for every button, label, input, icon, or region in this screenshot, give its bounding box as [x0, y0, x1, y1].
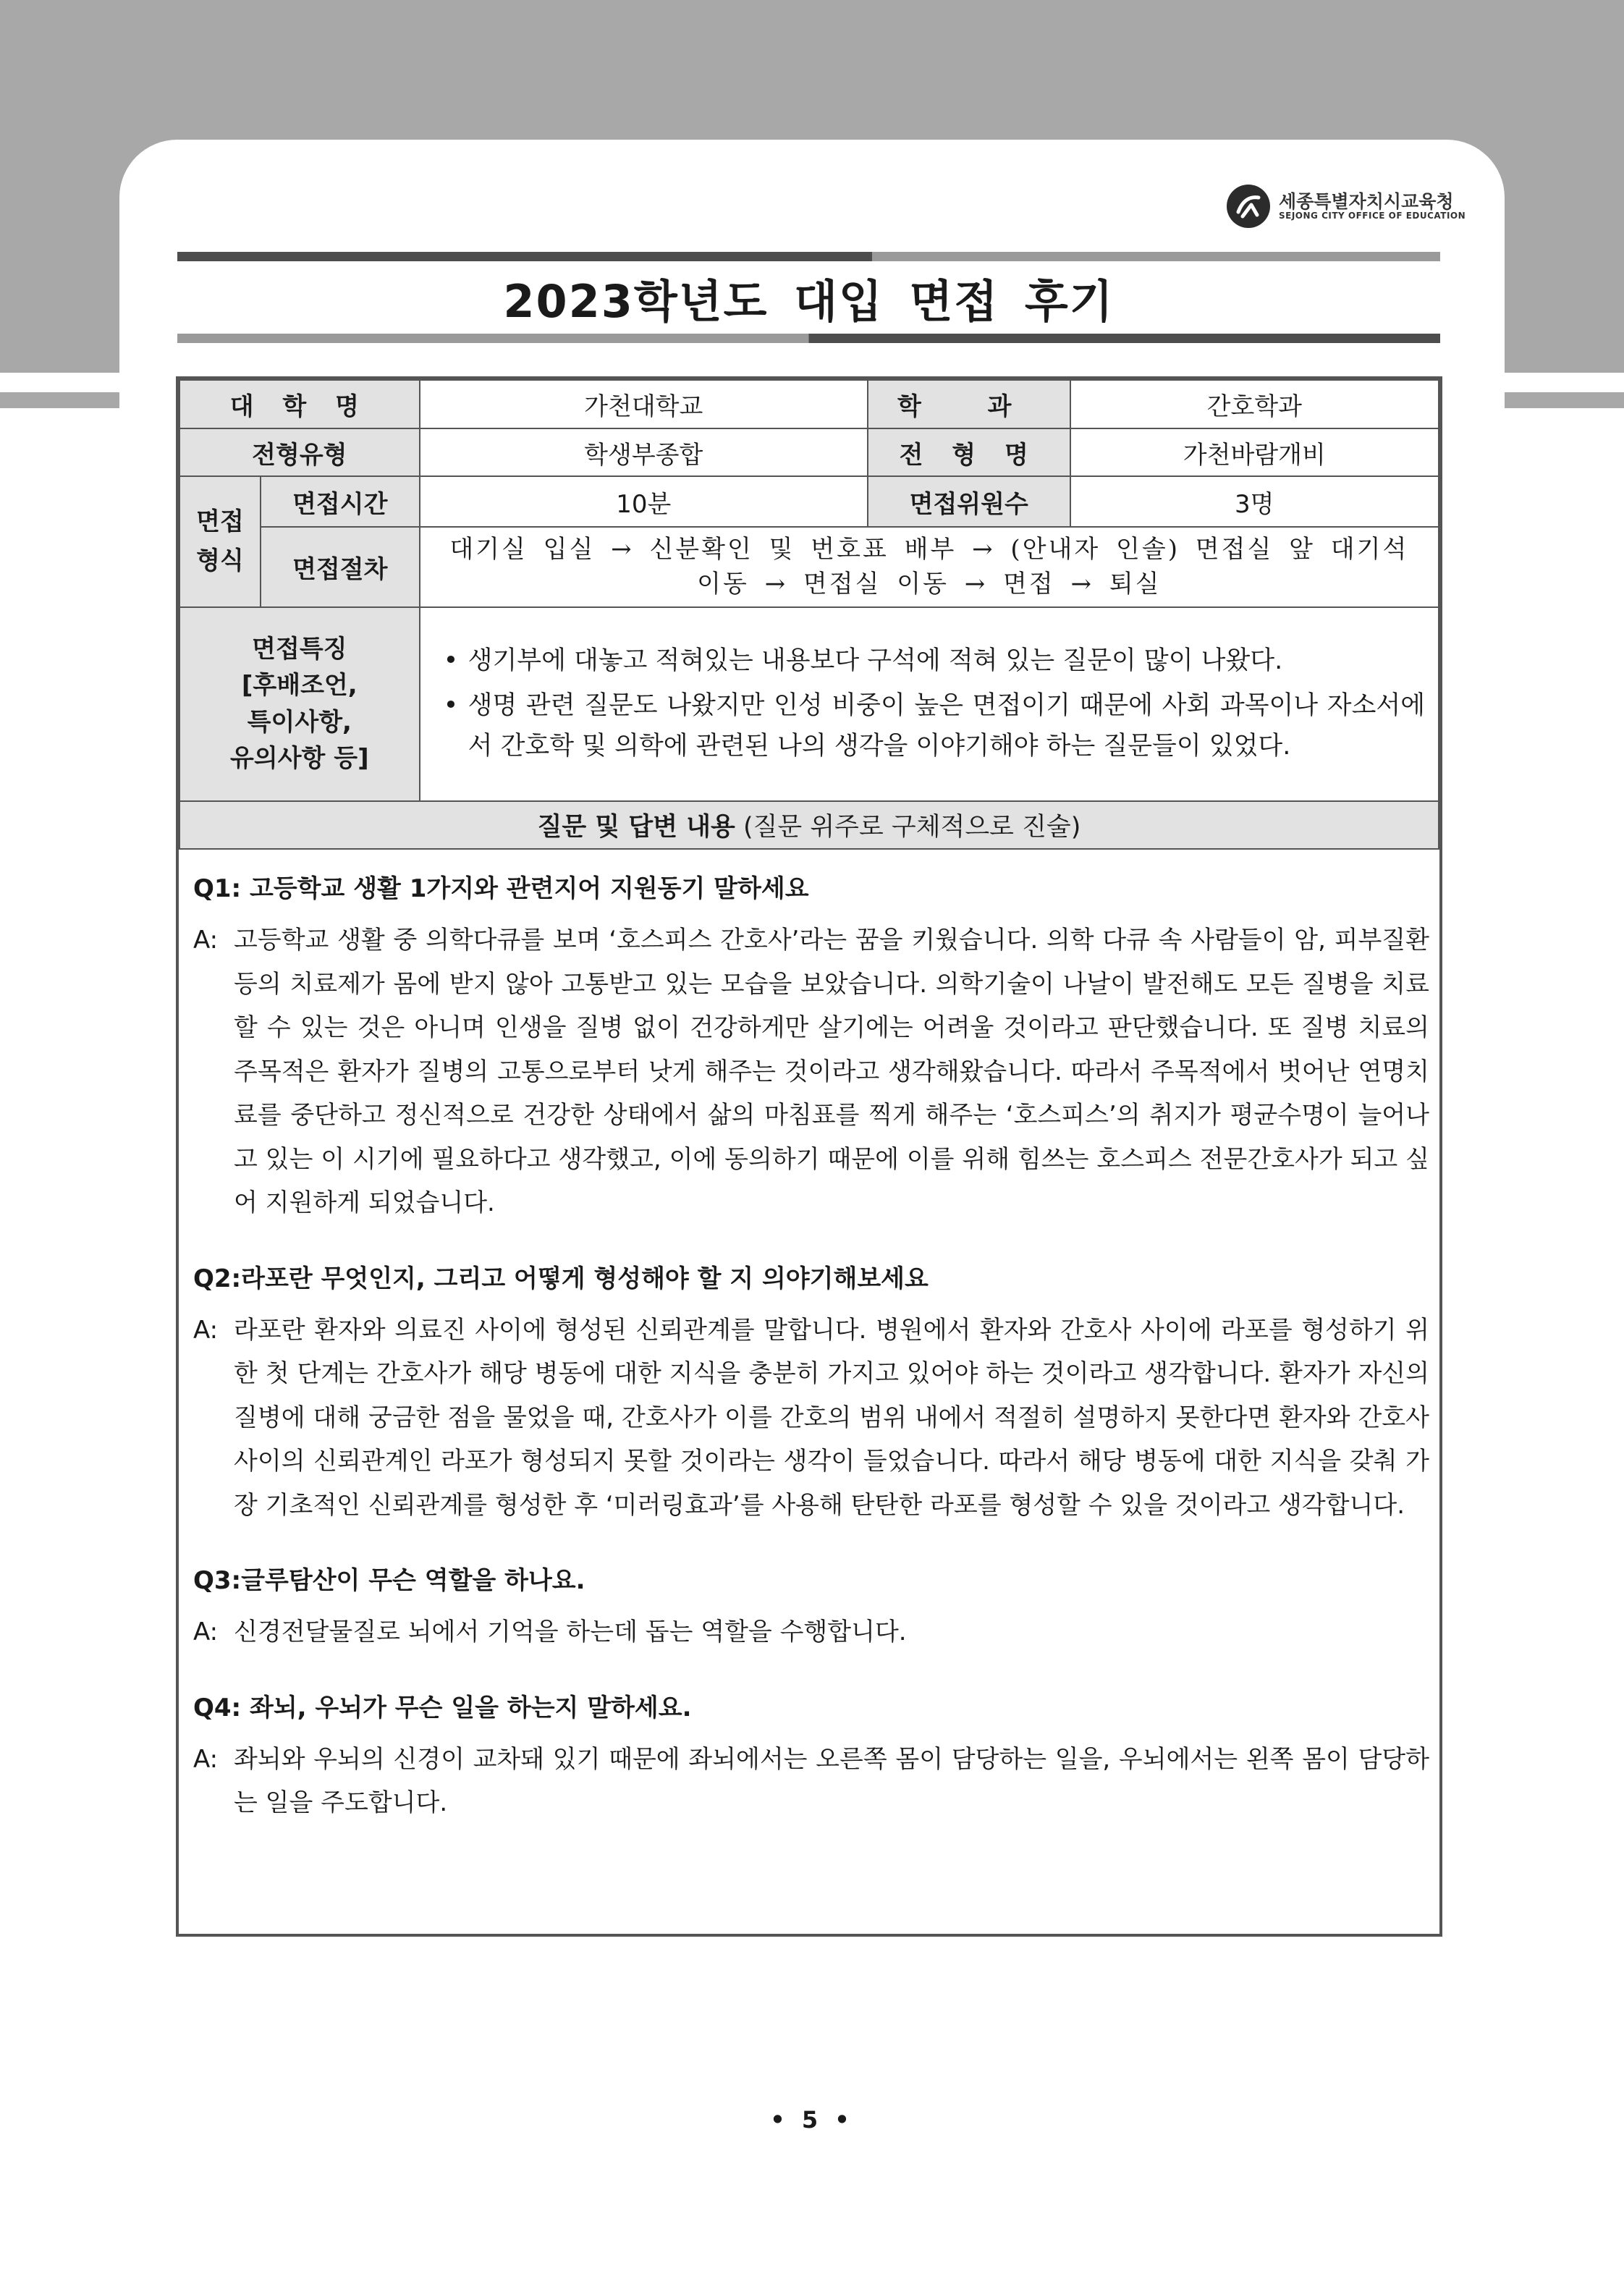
answer [193, 918, 1429, 1225]
interview-time-value: 10분 [420, 476, 868, 527]
answer-prefix: A: [193, 1315, 219, 1345]
admission-type-label: 전형유형 [179, 428, 420, 476]
admission-name-value: 가천바람개비 [1070, 428, 1439, 476]
sejong-education-logo [1227, 185, 1466, 228]
title-top-rule [177, 252, 1440, 261]
department-value: 간호학과 [1070, 380, 1439, 428]
features-label-line-3: 특이사항, [247, 707, 352, 737]
question: Q2:라포란 무엇인지, 그리고 어떻게 형성해야 할 지 의야기해보세요 [193, 1264, 929, 1293]
features-label-line-2: [후배조언, [241, 671, 358, 701]
qa-header-bold: 질문 및 답변 내용 [537, 812, 735, 842]
interview-features-label [179, 607, 420, 801]
title-bottom-rule [177, 334, 1440, 343]
answer-text: 좌뇌와 우뇌의 신경이 교차돼 있기 때문에 좌뇌에서는 오른쪽 몸이 담당하는 일을, 우뇌에서는 왼쪽 몸이 담당하는 일을 주도합니다. [234, 1744, 1429, 1818]
feature-item: • 생기부에 대놓고 적혀있는 내용보다 구석에 적혀 있는 질문이 많이 나왔다. [439, 640, 1425, 681]
interview-info-table [179, 379, 1439, 850]
answer-text: 고등학교 생활 중 의학다큐를 보며 ‘호스피스 간호사’라는 꿈을 키웠습니다. 의학 다큐 속 사람들이 암, 피부질환 등의 치료제가 몸에 받지 않아 고통받고 있는 모습을 보았습니다. 의학기술이 나날이 발전해도 모든 질병을 치료할 수 있는 것은 아니며 인생을 질병 없이 건강하게만 살기에는 어려울 것이라고 판단했습니다. 또 질병 치료의 주목적은 환자가 질병의 고통으로부터 낫게 해주는 것이라고 생각해왔습니다. 따라서 주목적에서 벗어난 연명치료를 중단하고 정신적으로 건강한 상태에서 삶의 마침표를 찍게 해주는 ‘호스피스’의 취지가 평균수명이 늘어나고 있는 이 시기에 필요하다고 생각했고, 이에 동의하기 때문에 이를 위해 힘쓰는 호스피스 전문간호사가 되고 싶어 지원하게 되었습니다. [234, 926, 1429, 1218]
left-margin-stripe [0, 392, 119, 408]
qa-section-header [179, 801, 1439, 849]
page-number: • 5 • [770, 2106, 854, 2134]
logo-name-english: SEJONG CITY OFFICE OF EDUCATION [1279, 211, 1466, 221]
interviewers-value: 3명 [1070, 476, 1439, 527]
logo-name-korean: 세종특별자치시교육청 [1279, 190, 1454, 212]
qa-item [193, 1688, 1429, 1825]
format-label-line-1: 면접 [196, 507, 244, 536]
qa-header-note: (질문 위주로 구체적으로 진술) [735, 812, 1081, 842]
features-label-line-4: 유의사항 등] [230, 743, 369, 773]
qa-item [193, 1560, 1429, 1654]
answer-text: 라포란 환자와 의료진 사이에 형성된 신뢰관계를 말합니다. 병원에서 환자와 간호사 사이에 라포를 형성하기 위한 첫 단계는 간호사가 해당 병동에 대한 지식을 충분히 가지고 있어야 하는 것이라고 생각합니다. 환자가 자신의 질병에 대해 궁금한 점을 물었을 때, 간호사가 이를 간호의 범위 내에서 적절히 설명하지 못한다면 환자와 간호사 사이의 신뢰관계인 라포가 형성되지 못할 것이라는 생각이 들었습니다. 따라서 해당 병동에 대한 지식을 갖춰 가장 기초적인 신뢰관계를 형성한 후 ‘미러링효과’를 사용해 탄탄한 라포를 형성할 수 있을 것이라고 생각합니다. [234, 1315, 1429, 1520]
qa-item [193, 1259, 1429, 1528]
question: Q1: 고등학교 생활 1가지와 관련지어 지원동기 말하세요 [193, 874, 809, 903]
admission-name-label: 전 형 명 [868, 428, 1070, 476]
answer-prefix: A: [193, 1744, 219, 1774]
features-label-line-1: 면접특징 [252, 634, 347, 664]
answer [193, 1308, 1429, 1528]
answer-prefix: A: [193, 1618, 219, 1647]
interview-features-value [420, 607, 1439, 801]
format-label-line-2: 형식 [196, 546, 244, 576]
department-label: 학 과 [868, 380, 1070, 428]
interview-process-label: 면접절차 [261, 527, 420, 607]
question: Q4: 좌뇌, 우뇌가 무슨 일을 하는지 말하세요. [193, 1693, 692, 1722]
interviewers-label: 면접위원수 [868, 476, 1070, 527]
answer [193, 1610, 1429, 1654]
university-value: 가천대학교 [420, 380, 868, 428]
right-margin-stripe [1505, 392, 1624, 408]
sejong-emblem-icon [1227, 185, 1270, 228]
university-label: 대 학 명 [179, 380, 420, 428]
qa-item [193, 868, 1429, 1225]
qa-section [193, 868, 1429, 1859]
answer-text: 신경전달물질로 뇌에서 기억을 하는데 돕는 역할을 수행합니다. [234, 1618, 907, 1647]
question: Q3:글루탐산이 무슨 역할을 하나요. [193, 1566, 585, 1596]
answer-prefix: A: [193, 926, 219, 955]
interview-time-label: 면접시간 [261, 476, 420, 527]
answer [193, 1738, 1429, 1825]
feature-item: • 생명 관련 질문도 나왔지만 인성 비중이 높은 면접이기 때문에 사회 과목이나 자소서에서 간호학 및 의학에 관련된 나의 생각을 이야기해야 하는 질문들이 있었다. [439, 685, 1425, 766]
interview-process-value: 대기실 입실 → 신분확인 및 번호표 배부 → (안내자 인솔) 면접실 앞 대기석 이동 → 면접실 이동 → 면접 → 퇴실 [420, 527, 1439, 607]
admission-type-value: 학생부종합 [420, 428, 868, 476]
page-title: 2023학년도 대입 면접 후기 [503, 274, 1115, 328]
interview-format-label [179, 476, 261, 607]
